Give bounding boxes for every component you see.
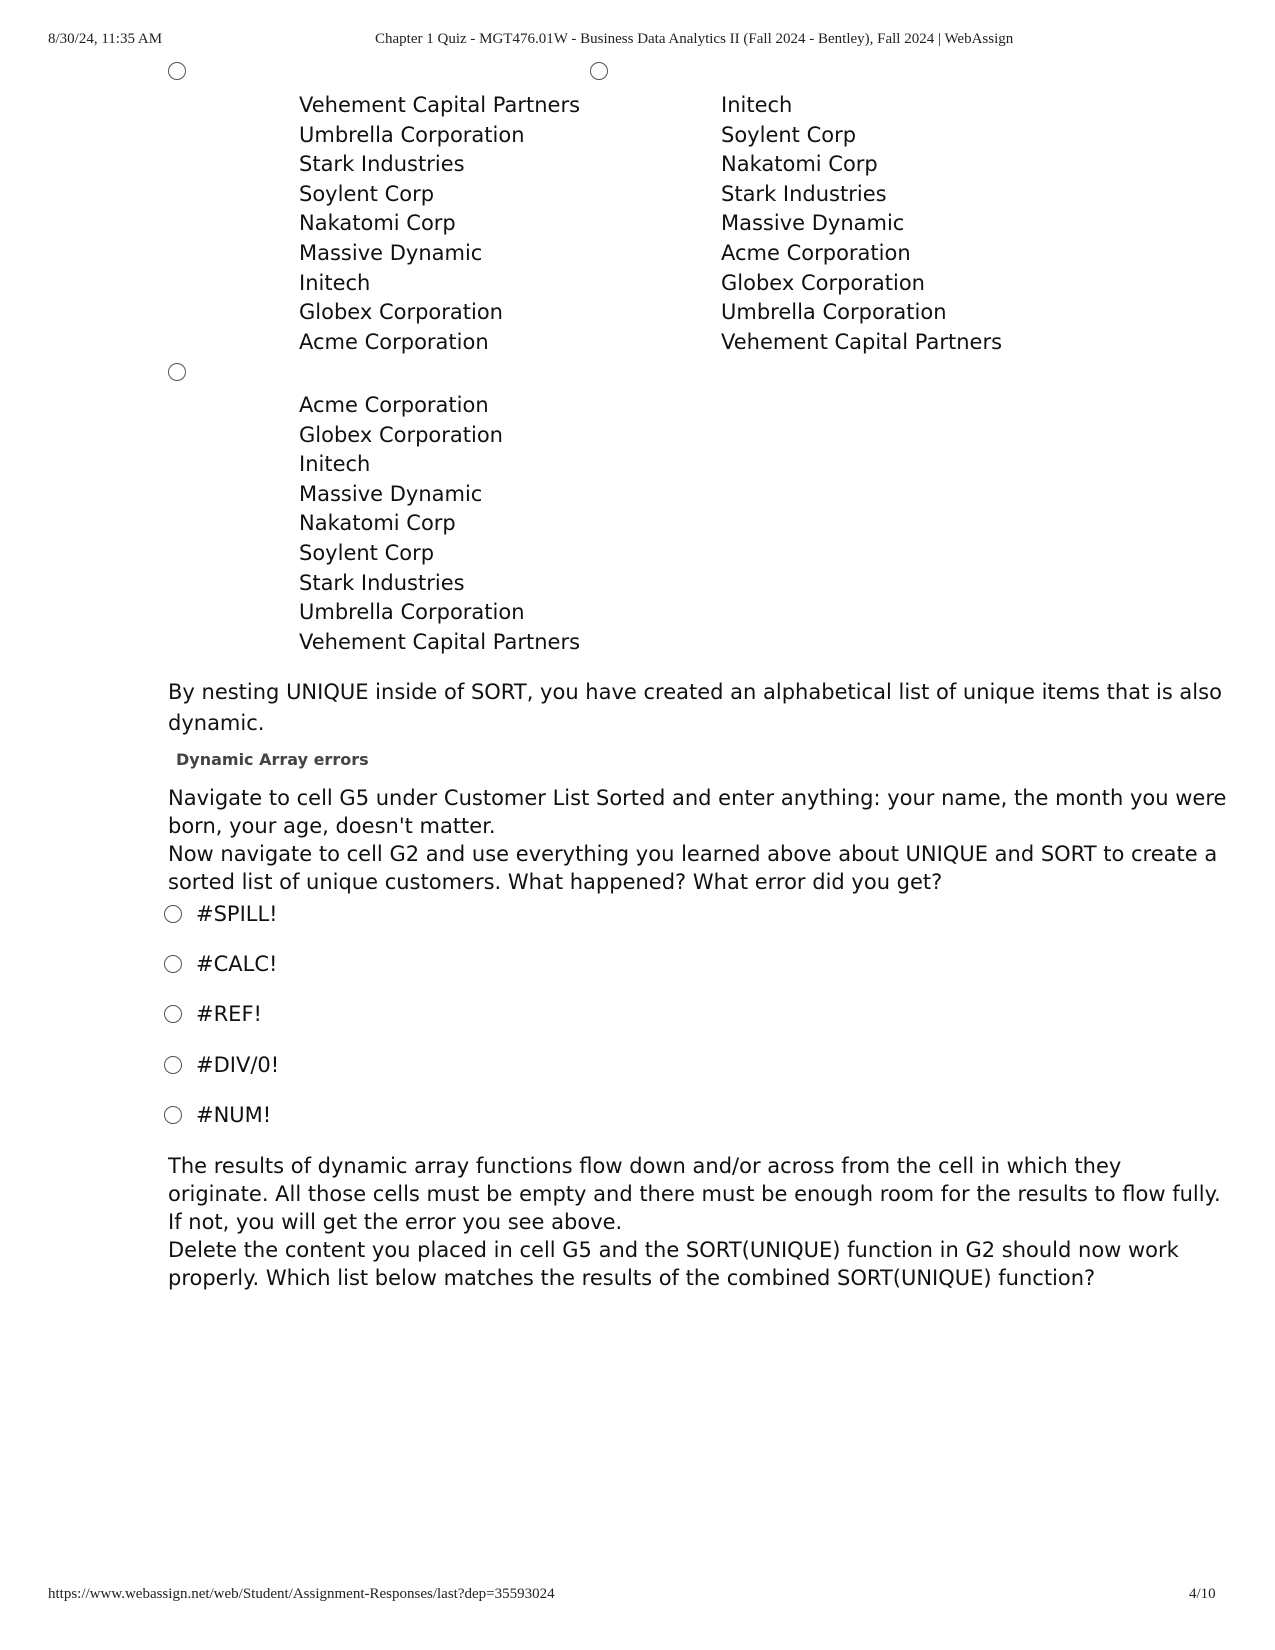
error-option-label: #NUM! [196,1103,272,1127]
list-item: Globex Corporation [299,422,503,447]
list-item: Umbrella Corporation [299,600,525,625]
list-item: Globex Corporation [721,270,925,295]
list-item: Vehement Capital Partners [721,329,1003,354]
nesting-note [168,677,1228,739]
error-option[interactable] [164,902,278,929]
instructions [168,784,1228,896]
list-item: Massive Dynamic [299,240,483,265]
radio-list-b[interactable] [590,62,608,80]
error-option-label: #SPILL! [196,902,278,926]
radio-error-num[interactable] [164,1106,182,1124]
list-item: Initech [721,93,793,117]
list-item: Massive Dynamic [299,481,483,506]
list-item: Massive Dynamic [721,211,905,236]
section-heading: Dynamic Array errors [176,750,369,769]
print-page-title: Chapter 1 Quiz - MGT476.01W - Business Data Analytics II (Fall 2024 - Bentley), Fall 2024 | WebAssign [375,31,1014,47]
explanation [168,1152,1228,1292]
print-datetime: 8/30/24, 11:35 AM [48,31,163,47]
radio-list-c[interactable] [168,363,186,381]
list-item: Nakatomi Corp [299,211,456,236]
error-option[interactable] [164,952,278,979]
list-item: Soylent Corp [299,540,435,565]
radio-error-ref[interactable] [164,1005,182,1023]
error-option-label: #REF! [196,1002,262,1026]
list-item: Vehement Capital Partners [299,93,581,117]
choice-list-b [721,91,1002,357]
list-item: Initech [299,452,371,477]
list-item: Soylent Corp [299,181,435,206]
list-item: Acme Corporation [299,393,489,417]
explanation-paragraph: The results of dynamic array functions flow down and/or across from the cell in which they originate. All those cells must be empty and there must be enough room for the results to flow fully. If not, you will get the error you see above. [168,1154,1221,1234]
nesting-note-text: By nesting UNIQUE inside of SORT, you have created an alphabetical list of unique items that is also dynamic. [168,680,1222,735]
error-option-label: #DIV/0! [196,1053,280,1077]
list-item: Initech [299,270,371,295]
explanation-paragraph: Delete the content you placed in cell G5 and the SORT(UNIQUE) function in G2 should now work properly. Which list below matches the results of the combined SORT(UNIQUE) function? [168,1238,1179,1290]
list-item: Globex Corporation [299,300,503,325]
list-item: Nakatomi Corp [299,511,456,536]
list-item: Soylent Corp [721,122,857,147]
error-option[interactable] [164,1103,272,1130]
list-item: Umbrella Corporation [721,300,947,325]
error-option[interactable] [164,1002,262,1029]
radio-error-div0[interactable] [164,1056,182,1074]
instruction-paragraph: Navigate to cell G5 under Customer List Sorted and enter anything: your name, the month you were born, your age, doesn't matter. [168,786,1227,838]
print-url: https://www.webassign.net/web/Student/Assignment-Responses/last?dep=35593024 [48,1586,555,1602]
list-item: Nakatomi Corp [721,152,878,177]
list-item: Stark Industries [299,152,465,177]
list-item: Acme Corporation [721,240,911,265]
choice-list-c [299,391,580,657]
error-option[interactable] [164,1053,280,1080]
list-item: Vehement Capital Partners [299,629,581,654]
radio-list-a[interactable] [168,62,186,80]
list-item: Acme Corporation [299,329,489,354]
instruction-paragraph: Now navigate to cell G2 and use everything you learned above about UNIQUE and SORT to create a sorted list of unique customers. What happened? What error did you get? [168,842,1218,894]
print-page-number: 4/10 [1189,1586,1216,1602]
list-item: Umbrella Corporation [299,122,525,147]
radio-error-spill[interactable] [164,905,182,923]
list-item: Stark Industries [299,570,465,595]
choice-list-a [299,91,580,357]
error-option-label: #CALC! [196,952,278,976]
list-item: Stark Industries [721,181,887,206]
radio-error-calc[interactable] [164,955,182,973]
